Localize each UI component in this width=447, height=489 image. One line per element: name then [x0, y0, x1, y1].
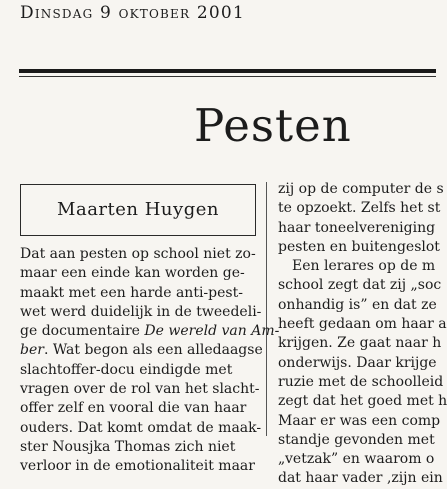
text-line: ruzie met de schoolleid: [278, 373, 444, 390]
text-line: dat haar vader ‚zijn ein: [278, 470, 443, 487]
text-line: offer zelf en vooral die van haar: [20, 400, 247, 417]
text-line: ouders. Dat komt omdat de maak-: [20, 419, 262, 436]
text-line: Een lerares op de m: [292, 258, 436, 275]
text-line: maakt met een harde anti-pest-: [20, 284, 243, 301]
text-line: pesten en buitengeslot: [278, 238, 440, 255]
text-line: zij op de computer de s: [278, 181, 444, 197]
text-line: ber. Wat begon als een alledaagse: [20, 342, 263, 359]
text-line: heeft gedaan om haar a: [278, 316, 447, 333]
text-line: haar toneelvereniging: [278, 219, 436, 236]
text-line: maar een einde kan worden ge-: [20, 265, 245, 282]
left-column: [20, 245, 280, 477]
text-line: zegt dat het goed met h: [278, 393, 447, 410]
text-line: verloor in de emotionaliteit maar: [20, 458, 255, 475]
text-line-italic-title: ge documentaire De wereld van Am-: [20, 323, 280, 340]
text-line: school zegt dat zij „soc: [278, 277, 442, 294]
headline: Pesten: [194, 99, 352, 152]
documentary-title-continued: ber: [20, 342, 44, 359]
right-column: [278, 180, 447, 489]
text-line: Maar er was een comp: [278, 412, 441, 429]
text-line: te opzoekt. Zelfs het st: [278, 200, 441, 217]
text-line: ster Nousjka Thomas zich niet: [20, 438, 236, 455]
text-line: Dat aan pesten op school niet zo-: [20, 246, 256, 262]
documentary-title: De wereld van Am-: [144, 323, 280, 340]
byline: Maarten Huygen: [57, 199, 219, 220]
text-line: „vetzak” en waarom o: [278, 451, 435, 468]
text-line: wet werd duidelijk in de tweedeli-: [20, 303, 262, 320]
text-line: onhandig is” en dat ze: [278, 296, 437, 313]
column-divider: [266, 182, 267, 436]
text-line: onderwijs. Daar krijge: [278, 354, 437, 371]
header-rule-thin: [19, 76, 436, 77]
text-line: slachtoffer-docu eindigde met: [20, 361, 233, 378]
header-rule-thick: [19, 69, 436, 73]
text-line: krijgen. Ze gaat naar h: [278, 335, 442, 352]
text-line: vragen over de rol van het slacht-: [20, 381, 260, 398]
text-line: standje gevonden met: [278, 431, 435, 448]
dateline: Dinsdag 9 oktober 2001: [20, 3, 245, 23]
